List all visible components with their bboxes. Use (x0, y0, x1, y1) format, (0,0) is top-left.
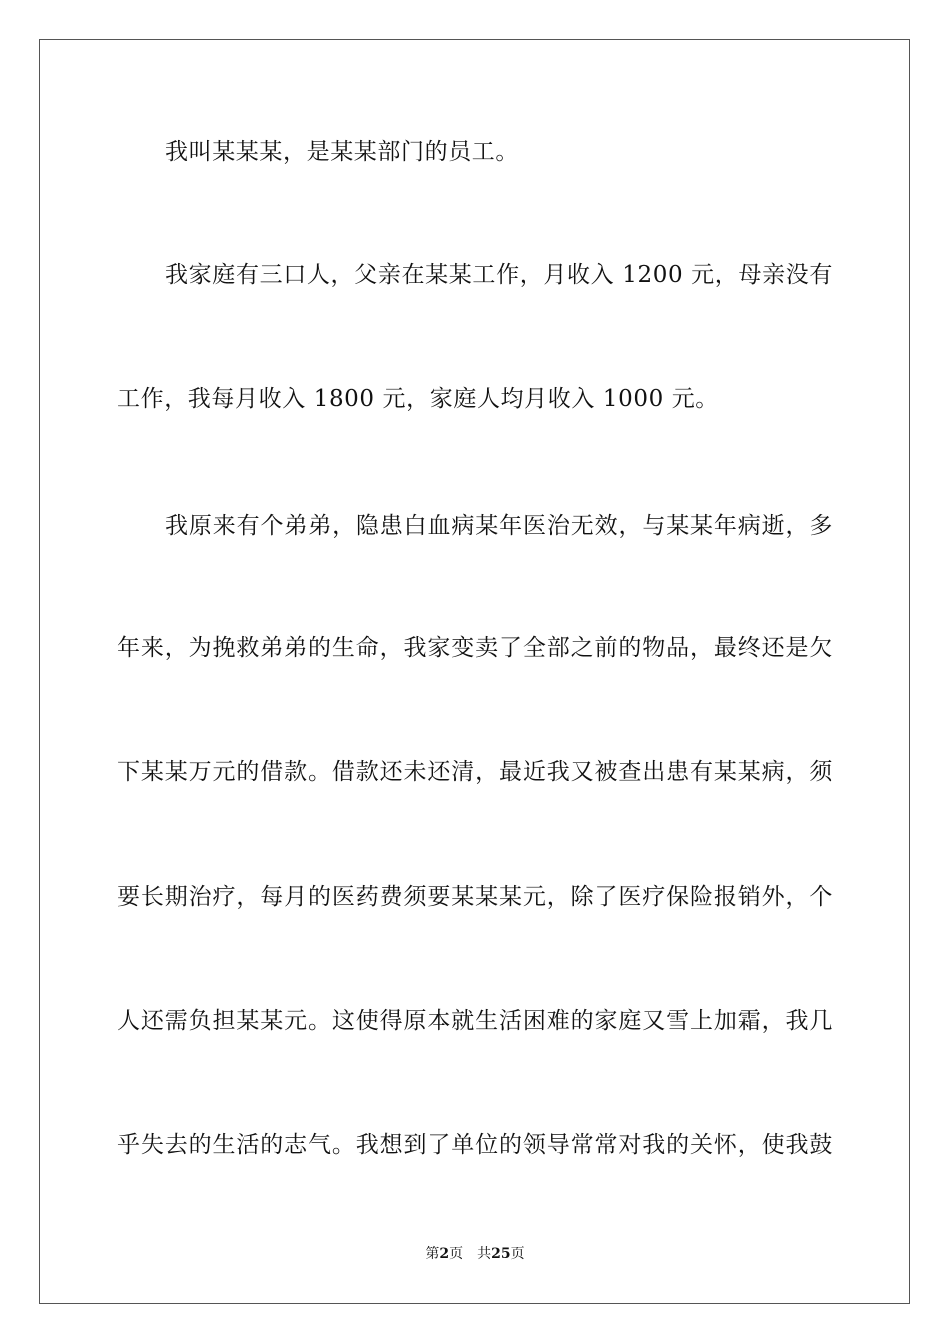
footer-total-suffix: 页 (510, 1246, 525, 1262)
paragraph-line-1: 我叫某某某，是某某部门的员工。 (165, 139, 519, 165)
footer-total-prefix: 共 (477, 1246, 492, 1262)
page-frame (39, 39, 910, 1304)
page-footer (0, 1245, 950, 1263)
footer-page-suffix: 页 (449, 1246, 464, 1262)
paragraph-line-4: 我原来有个弟弟，隐患白血病某年医治无效，与某某年病逝，多 (165, 513, 833, 539)
paragraph-line-7: 要长期治疗，每月的医药费须要某某某元，除了医疗保险报销外，个 (117, 884, 833, 910)
paragraph-line-5: 年来，为挽救弟弟的生命，我家变卖了全部之前的物品，最终还是欠 (117, 635, 833, 661)
paragraph-line-8: 人还需负担某某元。这使得原本就生活困难的家庭又雪上加霜，我几 (117, 1008, 833, 1034)
paragraph-line-3: 工作，我每月收入 1800 元，家庭人均月收入 1000 元。 (117, 386, 719, 412)
footer-page-prefix: 第 (425, 1246, 440, 1262)
paragraph-line-2: 我家庭有三口人，父亲在某某工作，月收入 1200 元，母亲没有 (165, 262, 833, 288)
footer-page-total: 25 (491, 1246, 511, 1262)
paragraph-line-6: 下某某万元的借款。借款还未还清，最近我又被查出患有某某病，须 (117, 759, 833, 785)
paragraph-line-9: 乎失去的生活的志气。我想到了单位的领导常常对我的关怀，使我鼓 (117, 1132, 833, 1158)
footer-page-current: 2 (439, 1246, 450, 1262)
